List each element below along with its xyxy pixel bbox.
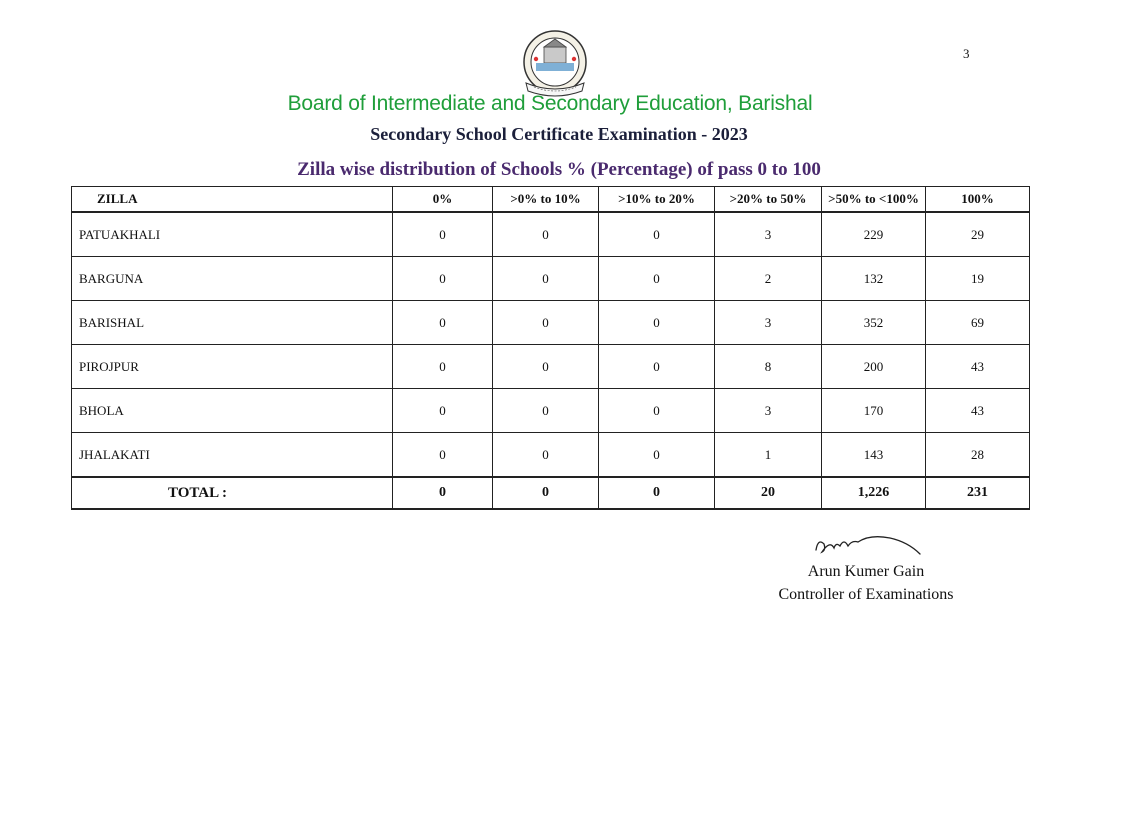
- table-row: [72, 433, 1030, 478]
- value-cell: 200: [822, 345, 926, 389]
- signatory-name: Arun Kumer Gain: [807, 563, 925, 580]
- value-cell: 0: [393, 345, 493, 389]
- value-cell: 19: [926, 257, 1030, 301]
- value-cell: 0: [393, 301, 493, 345]
- value-cell: 28: [926, 433, 1030, 478]
- distribution-table: [71, 186, 1030, 510]
- table-title: Zilla wise distribution of Schools % (Percentage) of pass 0 to 100: [297, 159, 821, 180]
- value-cell: 132: [822, 257, 926, 301]
- value-cell: 0: [393, 389, 493, 433]
- value-cell: 0: [493, 257, 599, 301]
- value-cell: 0: [393, 433, 493, 478]
- zilla-cell: JHALAKATI: [72, 433, 393, 478]
- value-cell: 0: [599, 433, 715, 478]
- table-header-row: [72, 187, 1030, 213]
- table-row: [72, 212, 1030, 257]
- total-cell: 20: [715, 477, 822, 509]
- zilla-cell: BARISHAL: [72, 301, 393, 345]
- board-title: Board of Intermediate and Secondary Education, Barishal: [287, 92, 813, 115]
- value-cell: 0: [493, 212, 599, 257]
- value-cell: 3: [715, 389, 822, 433]
- value-cell: 3: [715, 301, 822, 345]
- zilla-cell: PATUAKHALI: [72, 212, 393, 257]
- value-cell: 0: [599, 345, 715, 389]
- page-number: 3: [963, 46, 970, 61]
- value-cell: 43: [926, 345, 1030, 389]
- value-cell: 29: [926, 212, 1030, 257]
- value-cell: 0: [599, 212, 715, 257]
- value-cell: 0: [493, 301, 599, 345]
- column-header: 100%: [926, 187, 1030, 213]
- zilla-cell: BARGUNA: [72, 257, 393, 301]
- exam-title: Secondary School Certificate Examination - 2023: [370, 124, 748, 144]
- value-cell: 0: [393, 257, 493, 301]
- value-cell: 69: [926, 301, 1030, 345]
- total-cell: 231: [926, 477, 1030, 509]
- zilla-cell: BHOLA: [72, 389, 393, 433]
- value-cell: 170: [822, 389, 926, 433]
- value-cell: 43: [926, 389, 1030, 433]
- total-cell: 0: [599, 477, 715, 509]
- signatory-role: Controller of Examinations: [778, 586, 954, 603]
- value-cell: 0: [393, 212, 493, 257]
- table-row: [72, 389, 1030, 433]
- board-seal-icon: [516, 29, 594, 101]
- total-label: TOTAL :: [72, 477, 393, 509]
- value-cell: 352: [822, 301, 926, 345]
- value-cell: 2: [715, 257, 822, 301]
- total-cell: 0: [493, 477, 599, 509]
- total-row: [72, 477, 1030, 509]
- signature-mark: [810, 530, 925, 560]
- value-cell: 229: [822, 212, 926, 257]
- value-cell: 0: [493, 345, 599, 389]
- value-cell: 1: [715, 433, 822, 478]
- value-cell: 8: [715, 345, 822, 389]
- value-cell: 143: [822, 433, 926, 478]
- zilla-cell: PIROJPUR: [72, 345, 393, 389]
- column-header: >50% to <100%: [822, 187, 926, 213]
- value-cell: 0: [493, 433, 599, 478]
- total-cell: 1,226: [822, 477, 926, 509]
- column-header: ZILLA: [72, 187, 393, 213]
- column-header: >10% to 20%: [599, 187, 715, 213]
- value-cell: 3: [715, 212, 822, 257]
- value-cell: 0: [599, 257, 715, 301]
- table-row: [72, 301, 1030, 345]
- value-cell: 0: [599, 389, 715, 433]
- table-row: [72, 345, 1030, 389]
- value-cell: 0: [599, 301, 715, 345]
- total-cell: 0: [393, 477, 493, 509]
- value-cell: 0: [493, 389, 599, 433]
- column-header: >20% to 50%: [715, 187, 822, 213]
- table-row: [72, 257, 1030, 301]
- column-header: 0%: [393, 187, 493, 213]
- column-header: >0% to 10%: [493, 187, 599, 213]
